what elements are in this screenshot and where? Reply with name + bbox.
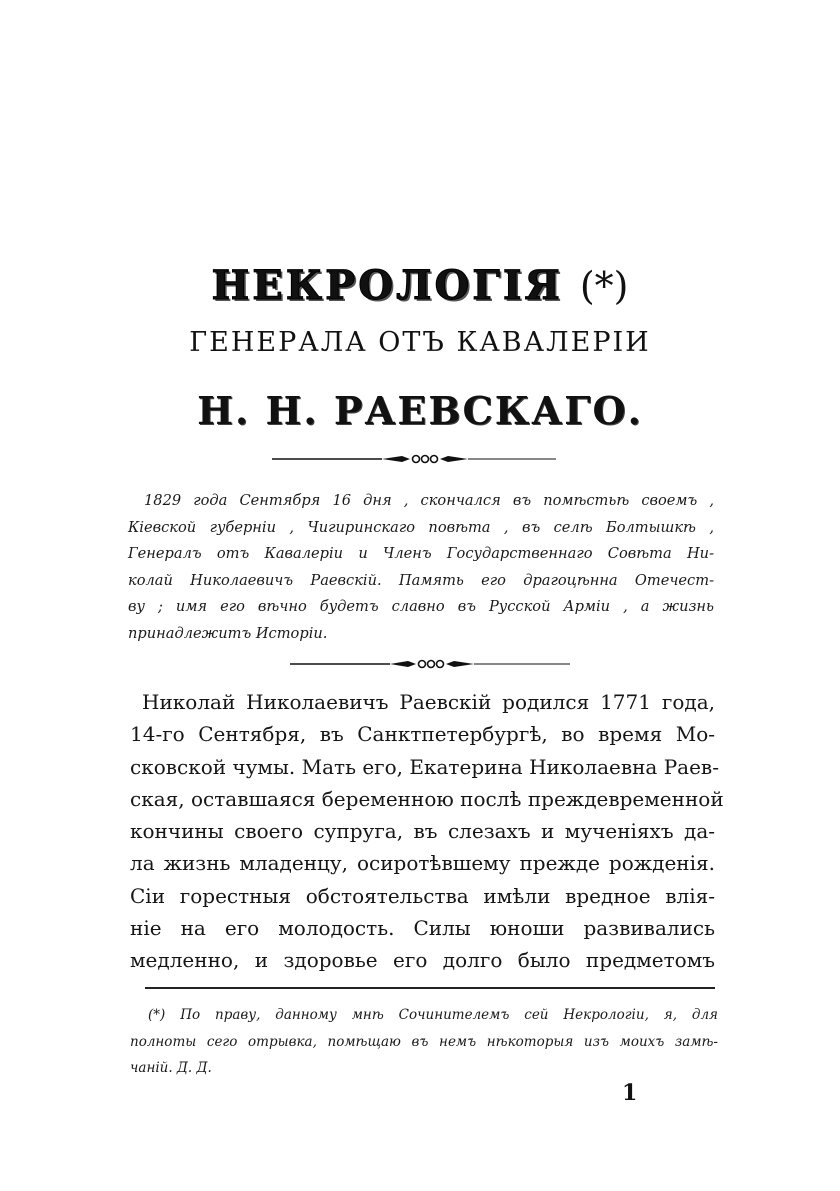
intro-line: 1829 года Сентября 16 дня , скончался въ помѣстьѣ своемъ , — [144, 492, 714, 509]
footnote-line: чаній. Д. Д. — [130, 1060, 212, 1076]
footnote-line: (*) По праву, данному мнѣ Сочинителемъ сей Некрологіи, я, для — [148, 1007, 718, 1023]
body-line: 14-го Сентября, въ Санктпетербургѣ, во время Мо- — [130, 722, 715, 747]
body-line: сковской чумы. Мать его, Екатерина Николаевна Раев- — [130, 754, 719, 779]
page-subtitle: ГЕНЕРАЛА ОТЪ КАВАЛЕРІИ — [189, 327, 651, 358]
body-line: ла жизнь младенцу, осиротѣвшему прежде рожденія. — [130, 851, 715, 876]
intro-line: колай Николаевичъ Раевскій. Память его драгоцѣнна Отечест- — [128, 571, 714, 589]
ornamental-rule-top — [272, 452, 572, 466]
intro-line: Генералъ отъ Кавалеріи и Членъ Государственнаго Совѣта Ни- — [128, 545, 714, 562]
subject-name: Н. Н. РАЕВСКАГО. — [197, 388, 643, 433]
intro-line: принадлежитъ Исторіи. — [128, 624, 328, 642]
footnote-divider — [145, 987, 715, 989]
ornamental-rule-middle — [290, 657, 580, 671]
intro-paragraph — [128, 488, 714, 647]
body-line: ніе на его молодость. Силы юноши развивались — [130, 916, 715, 941]
page-title — [0, 262, 840, 309]
footnote-line: полноты сего отрывка, помѣщаю въ немъ нѣкоторыя изъ моихъ замѣ- — [130, 1033, 718, 1050]
body-line: Николай Николаевичъ Раевскій родился 1771 года, — [142, 690, 715, 714]
title-footnote-mark: (*) — [579, 264, 629, 308]
body-line: кончины своего супруга, въ слезахъ и мученіяхъ да- — [130, 819, 715, 844]
intro-line: Кіевской губерніи , Чигиринскаго повѣта , въ селѣ Болтышкѣ , — [128, 518, 714, 536]
intro-line: ву ; имя его вѣчно будетъ славно въ Русской Арміи , а жизнь — [128, 598, 714, 615]
body-paragraph — [130, 686, 724, 977]
page-number: 1 — [622, 1080, 638, 1106]
title-word: НЕКРОЛОГІЯ — [211, 262, 563, 309]
footnote — [130, 1002, 718, 1082]
body-line: Сіи горестныя обстоятельства имѣли вредное влія- — [130, 883, 715, 908]
body-line: ская, оставшаяся беременною послѣ преждевременной — [130, 786, 724, 811]
body-line: медленно, и здоровье его долго было предметомъ — [130, 948, 715, 973]
